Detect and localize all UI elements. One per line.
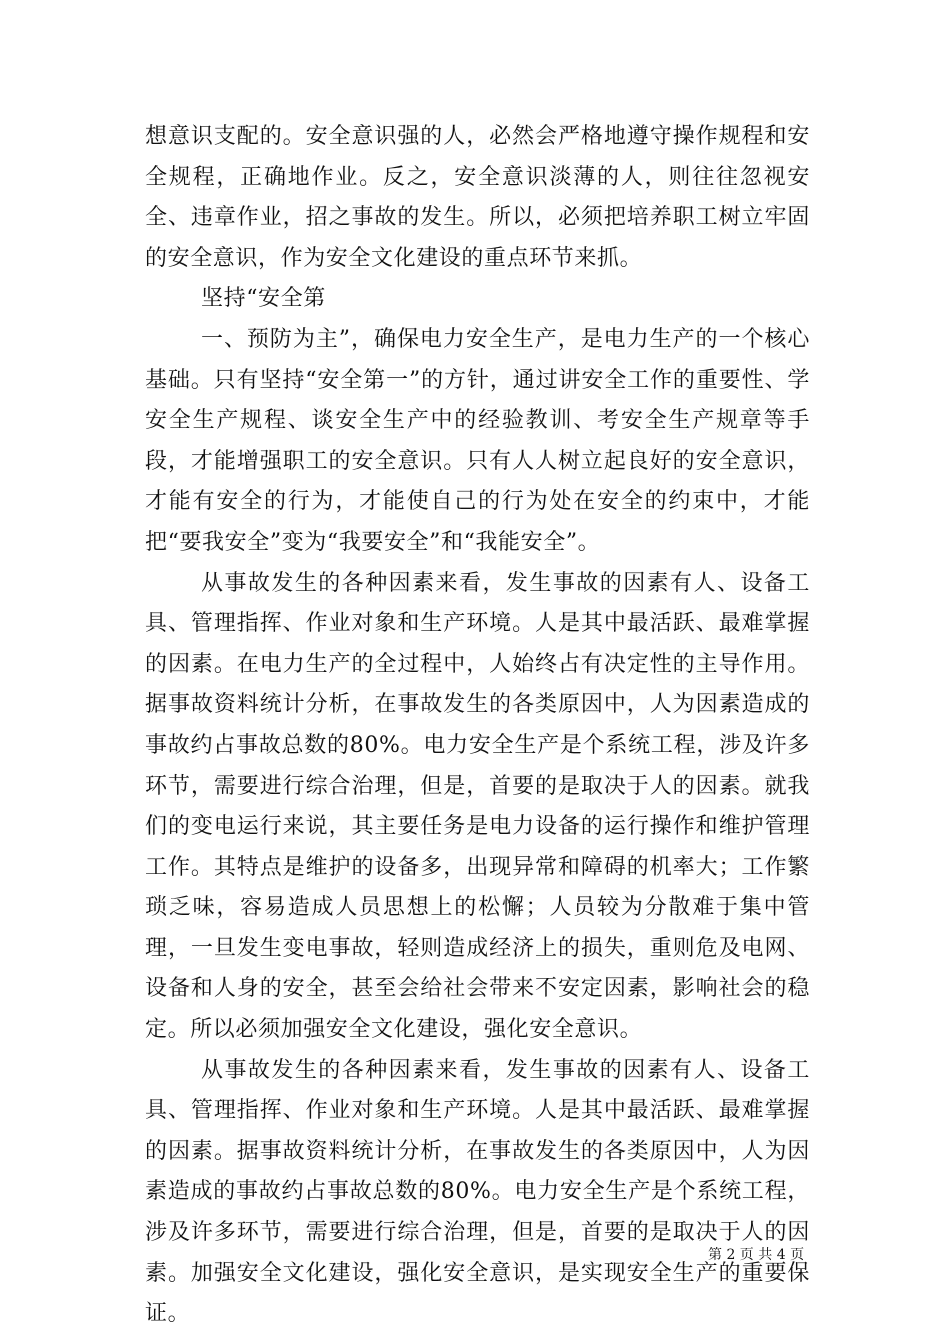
paragraph-1: 想意识支配的。安全意识强的人，必然会严格地遵守操作规程和安全规程，正确地作业。反之，安全意识淡薄的人，则往往忽视安全、违章作业，招之事故的发生。所以，必须把培养职工树立牢固的安全意识，作为安全文化建设的重点环节来抓。 [145, 124, 810, 271]
paragraph-4: 从事故发生的各种因素来看，发生事故的因素有人、设备工具、管理指挥、作业对象和生产环境。人是其中最活跃、最难掌握的因素。在电力生产的全过程中，人始终占有决定性的主导作用。据事故资料统计分析，在事故发生的各类原因中，人为因素造成的事故约占事故总数的80%。电力安全生产是个系统工程，涉及许多环节，需要进行综合治理，但是，首要的是取决于人的因素。就我们的变电运行来说，其主要任务是电力设备的运行操作和维护管理工作。其特点是维护的设备多，出现异常和障碍的机率大；工作繁琐乏味，容易造成人员思想上的松懈；人员较为分散难于集中管理，一旦发生变电事故，轻则造成经济上的损失，重则危及电网、设备和人身的安全，甚至会给社会带来不安定因素，影响社会的稳定。所以必须加强安全文化建设，强化安全意识。 [145, 570, 810, 1043]
document-body [145, 117, 810, 1335]
paragraph-3: 一、预防为主”，确保电力安全生产，是电力生产的一个核心基础。只有坚持“安全第一”的方针，通过讲安全工作的重要性、学安全生产规程、谈安全生产中的经验教训、考安全生产规章等手段，才能增强职工的安全意识。只有人人树立起良好的安全意识，才能有安全的行为，才能使自己的行为处在安全的约束中，才能把“要我安全”变为“我要安全”和“我能安全”。 [145, 326, 810, 555]
page-number: 第 2 页 共 4 页 [708, 1247, 805, 1263]
paragraph-2: 坚持“安全第 [201, 286, 326, 312]
paragraph-5: 从事故发生的各种因素来看，发生事故的因素有人、设备工具、管理指挥、作业对象和生产环境。人是其中最活跃、最难掌握的因素。据事故资料统计分析，在事故发生的各类原因中，人为因素造成的事故约占事故总数的80%。电力安全生产是个系统工程，涉及许多环节，需要进行综合治理，但是，首要的是取决于人的因素。加强安全文化建设，强化安全意识，是实现安全生产的重要保证。 [145, 1057, 810, 1327]
